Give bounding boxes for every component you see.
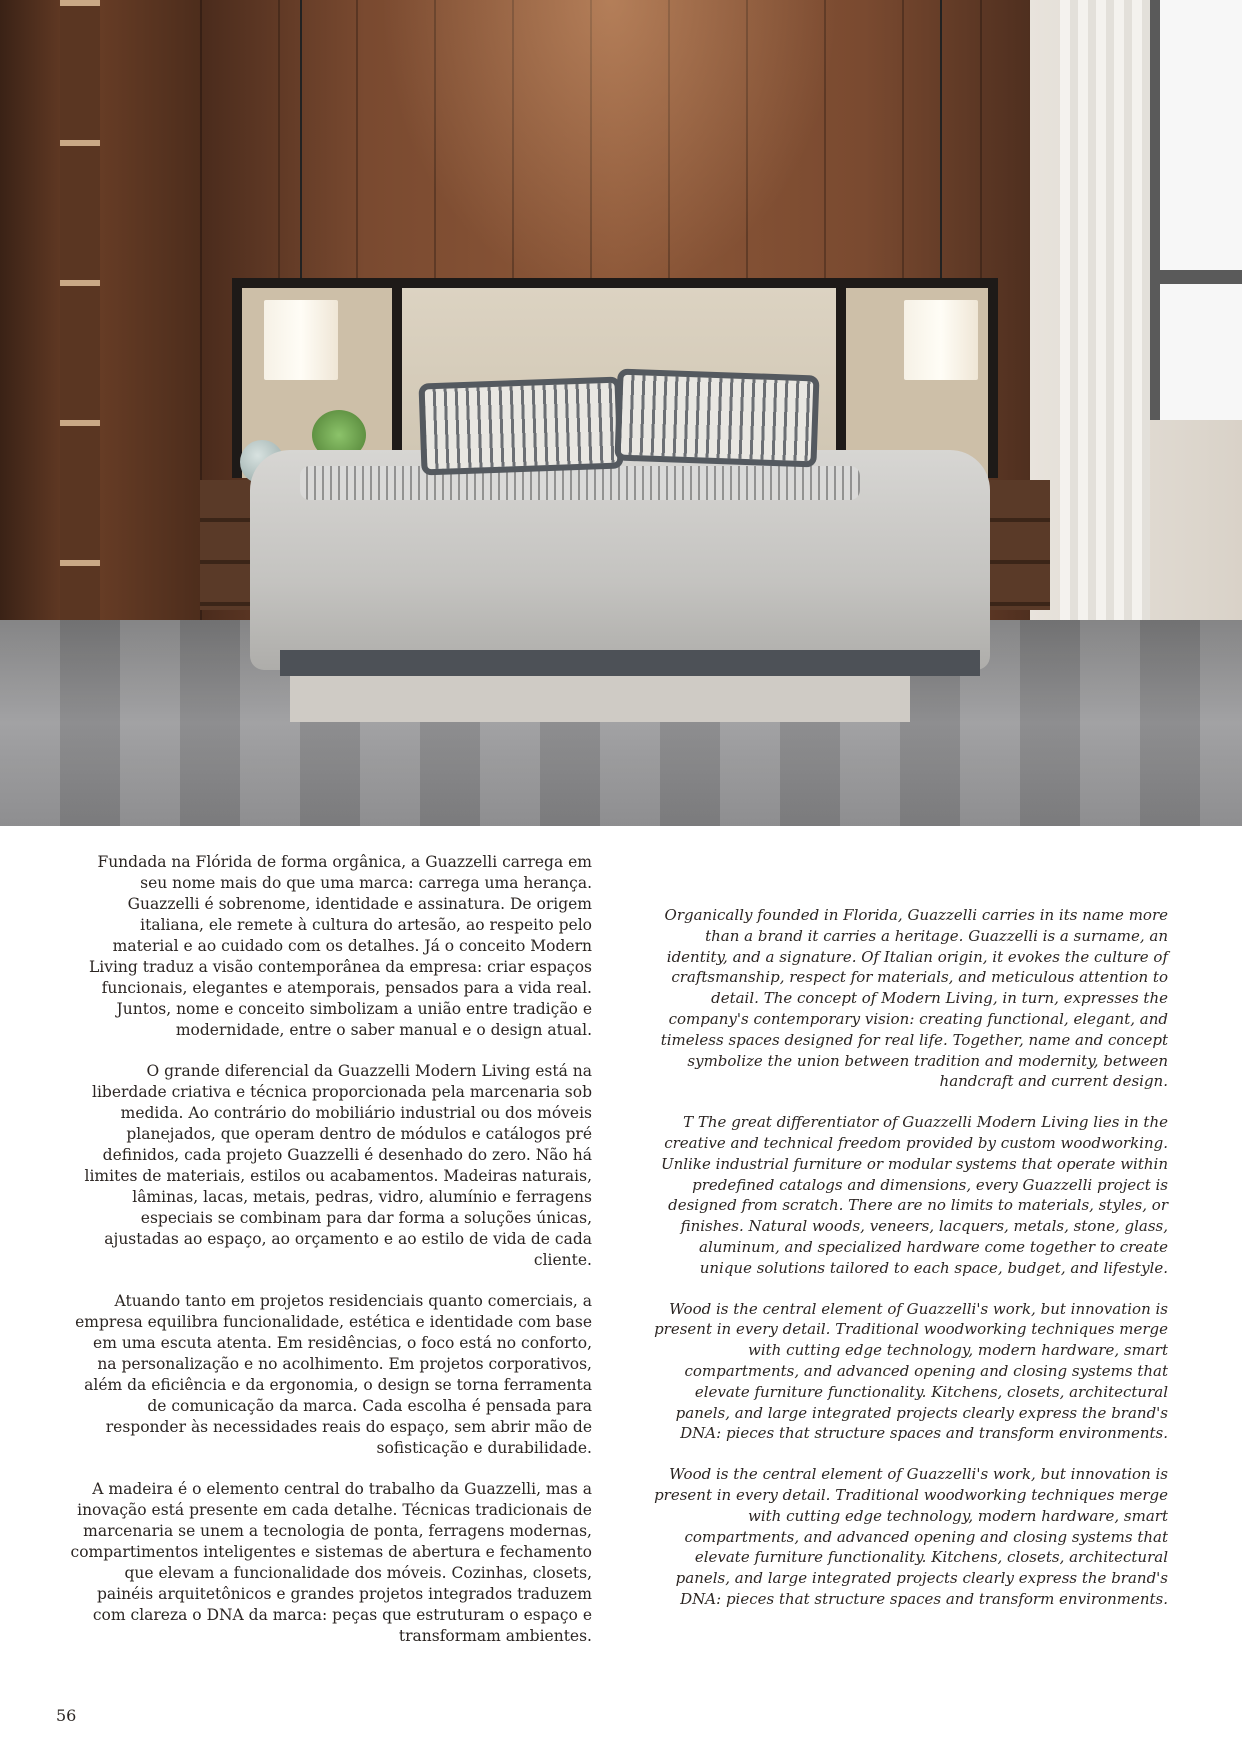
pt-paragraph-4: A madeira é o elemento central do trabalho da Guazzelli, mas a inovação está presente em cada detalhe. Técnicas tradicionais de marcenaria se unem a tecnologia de ponta, ferragens modernas, compartimentos inteligentes e sistemas de abertura e fechamento que elevam a funcionalidade dos móveis. Cozinhas, closets, painéis arquitetônicos e grandes projetos integrados traduzem com clareza o DNA da marca: peças que estruturam o espaço e transformam ambientes. (70, 1480, 592, 1645)
pillow-left (418, 377, 623, 476)
pendant-lamp-right (904, 300, 978, 380)
bed-base (290, 676, 910, 722)
portuguese-text-column (70, 852, 592, 1667)
english-text-column (654, 905, 1168, 1630)
en-paragraph-2: T The great differentiator of Guazzelli Modern Living lies in the creative and technical freedom provided by custom woodworking. Unlike industrial furniture or modular systems that operate within predefined catalogs and dimensions, every Guazzelli project is designed from scratch. There are no limits to materials, styles, or finishes. Natural woods, veneers, lacquers, metals, stone, glass, aluminum, and specialized hardware come together to create unique solutions tailored to each space, budget, and lifestyle. (660, 1113, 1168, 1277)
en-paragraph-3: Wood is the central element of Guazzelli's work, but innovation is present in every detail. Traditional woodworking techniques merge with cutting edge technology, modern hardware, smart compartments, and advanced opening and closing systems that elevate furniture functionality. Kitchens, closets, architectural panels, and large integrated projects clearly express the brand's DNA: pieces that structure spaces and transform environments. (654, 1299, 1168, 1443)
en-paragraph-1: Organically founded in Florida, Guazzelli carries in its name more than a brand it carries a heritage. Guazzelli is a surname, an identity, and a signature. Of Italian origin, it evokes the culture of craftsmanship, respect for materials, and meticulous attention to detail. The concept of Modern Living, in turn, expresses the company's contemporary vision: creating functional, elegant, and timeless spaces designed for real life. Together, name and concept symbolize the union between tradition and modernity, between handcraft and current design. (660, 906, 1168, 1091)
pt-paragraph-3: Atuando tanto em projetos residenciais quanto comerciais, a empresa equilibra funcionalidade, estética e identidade com base em uma escuta atenta. Em residências, o foco está no conforto, na personalização e no acolhimento. Em projetos corporativos, além da eficiência e da ergonomia, o design se torna ferramenta de comunicação da marca. Cada escolha é pensada para responder às necessidades reais do espaço, sem abrir mão de sofisticação e durabilidade. (75, 1292, 592, 1457)
duvet-trim (280, 650, 980, 676)
en-paragraph-4: Wood is the central element of Guazzelli's work, but innovation is present in every detail. Traditional woodworking techniques merge with cutting edge technology, modern hardware, smart compartments, and advanced opening and closing systems that elevate furniture functionality. Kitchens, closets, architectural panels, and large integrated projects clearly express the brand's DNA: pieces that structure spaces and transform environments. (654, 1465, 1168, 1608)
pt-paragraph-1: Fundada na Flórida de forma orgânica, a Guazzelli carrega em seu nome mais do que uma marca: carrega uma herança. Guazzelli é sobrenome, identidade e assinatura. De origem italiana, ele remete à cultura do artesão, ao respeito pelo material e ao cuidado com os detalhes. Já o conceito Modern Living traduz a visão contemporânea da empresa: criar espaços funcionais, elegantes e atemporais, pensados para a vida real. Juntos, nome e conceito simbolizam a união entre tradição e modernidade, entre o saber manual e o design atual. (88, 853, 592, 1039)
window-frame-bar (1150, 270, 1242, 284)
pendant-cord-right (940, 0, 942, 300)
pt-paragraph-2: O grande diferencial da Guazzelli Modern Living está na liberdade criativa e técnica proporcionada pela marcenaria sob medida. Ao contrário do mobiliário industrial ou dos móveis planejados, que operam dentro de módulos e catálogos pré definidos, cada projeto Guazzelli é desenhado do zero. Não há limites de materiais, estilos ou acabamentos. Madeiras naturais, lâminas, lacas, metais, pedras, vidro, alumínio e ferragens especiais se combinam para dar forma a soluções únicas, ajustadas ao espaço, ao orçamento e ao estilo de vida de cada cliente. (84, 1062, 592, 1269)
window (1150, 0, 1242, 420)
open-shelves (60, 0, 100, 650)
pendant-lamp-left (264, 300, 338, 380)
pendant-cord-left (300, 0, 302, 300)
sheer-curtain (1060, 0, 1150, 660)
ceiling-light-glow (380, 0, 840, 300)
page-number: 56 (56, 1706, 77, 1725)
striped-throw (300, 466, 860, 500)
bedroom-photo (0, 0, 1242, 826)
pillow-right (614, 369, 819, 468)
wardrobe-left (0, 0, 200, 660)
